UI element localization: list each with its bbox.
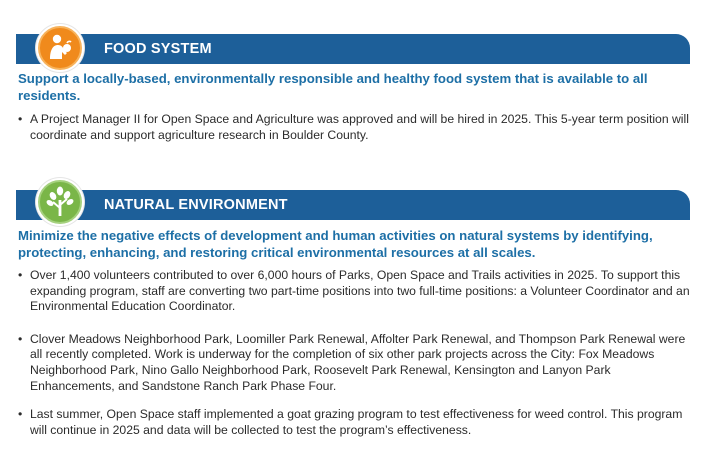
natural-environment-bullets [18,268,690,438]
natural-environment-banner [16,190,690,220]
food-system-bullets [18,112,690,143]
list-item: • A Project Manager II for Open Space and Agriculture was approved and will be hired in 2025. This 5-year term position will coordinate and support agriculture research in Boulder County. [18,112,690,143]
list-item: • Clover Meadows Neighborhood Park, Loomiller Park Renewal, Affolter Park Renewal, and Thompson Park Renewal were all recently completed. Work is underway for the completion of six other park projects across the City: Fox Meadows Neighborhood Park, Nino Gallo Neighborhood Park, Roosevelt Park Renewal, Kensington and Lanyon Park Enhancements, and Sandstone Ranch Park Phase Four. [18,332,690,394]
list-item: • Over 1,400 volunteers contributed to over 6,000 hours of Parks, Open Space and Trails activities in 2025. To support this expanding program, staff are converting two part-time positions into two full-time positions: a Volunteer Coordinator and an Environmental Education Coordinator. [18,268,690,315]
food-system-lead: Support a locally-based, environmentally responsible and healthy food system that is available to all residents. [18,71,648,103]
natural-environment-title: NATURAL ENVIRONMENT [104,197,288,213]
list-item: • Last summer, Open Space staff implemented a goat grazing program to test effectiveness for weed control. This program will continue in 2025 and data will be collected to test the program’s effectiveness. [18,407,690,438]
food-system-title: FOOD SYSTEM [104,41,212,57]
food-system-icon [36,24,84,72]
natural-environment-lead: Minimize the negative effects of development and human activities on natural systems by identifying, protecting, enhancing, and restoring critical environmental resources at all scales. [18,228,653,260]
tree-icon [36,178,84,226]
food-system-banner [16,34,690,64]
